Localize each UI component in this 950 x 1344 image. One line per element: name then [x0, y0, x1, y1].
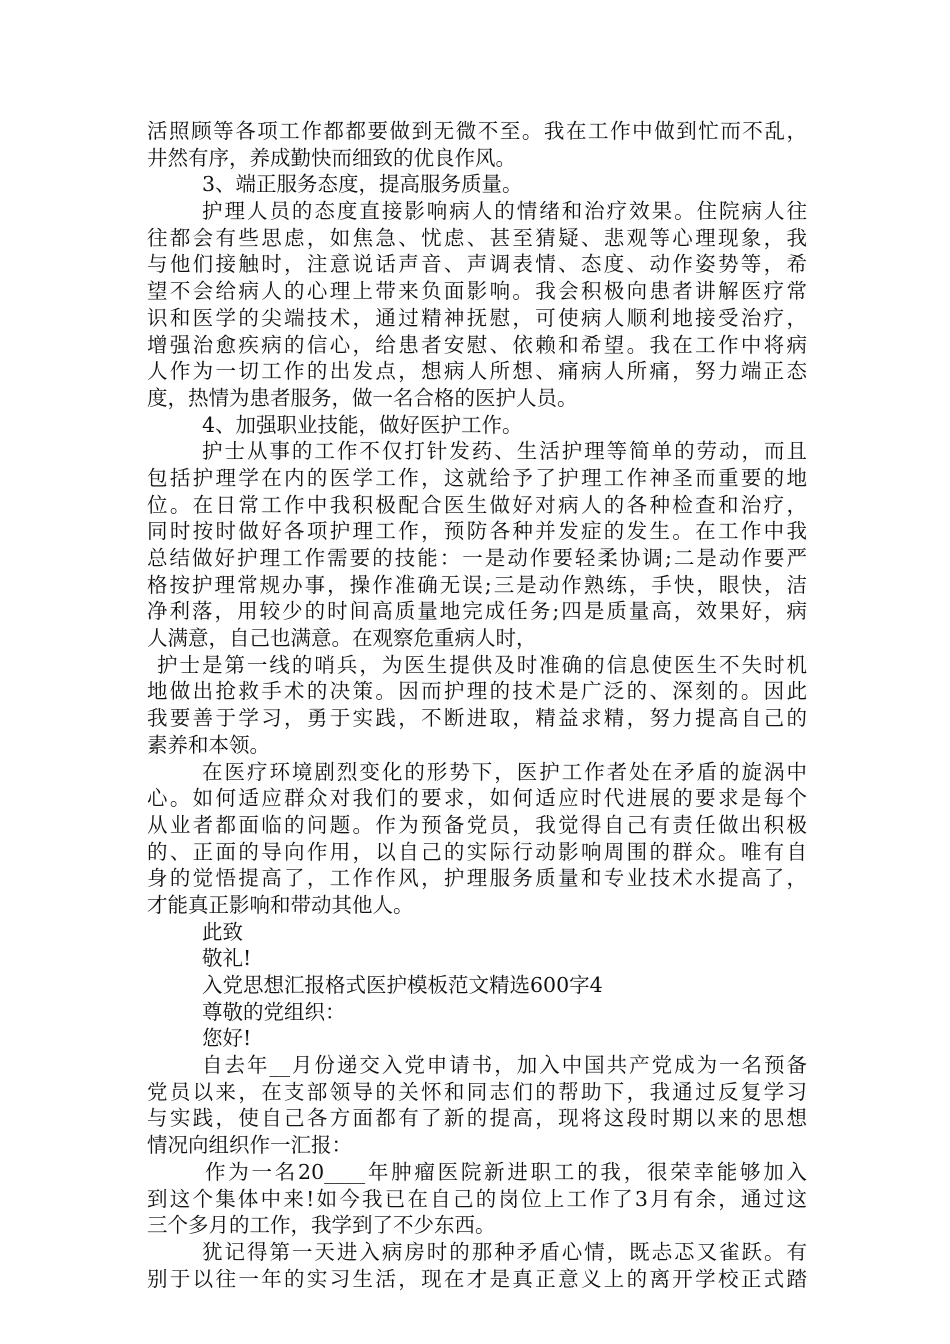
salutation: 尊敬的党组织： [202, 999, 346, 1024]
text-line: 度，热情为患者服务，做一名合格的医护人员。 [147, 385, 578, 410]
text-line: 的、正面的导向作用，以自己的实际行动影响周围的群众。唯有自 [147, 839, 807, 864]
text-line: 党员以来，在支部领导的关怀和同志们的帮助下，我通过反复学习 [147, 1079, 807, 1104]
text-line: 到这个集体中来!如今我已在自己的岗位上工作了3月有余，通过这 [147, 1186, 807, 1211]
text-line: 身的觉悟提高了，工作作风，护理服务质量和专业技术水提高了， [147, 866, 807, 891]
text-line: 自去年__月份递交入党申请书，加入中国共产党成为一名预备 [202, 1053, 807, 1078]
text-line: 心。如何适应群众对我们的要求，如何适应时代进展的要求是每个 [147, 786, 807, 811]
text-line: 与实践，使自己各方面都有了新的提高，现将这段时期以来的思想 [147, 1106, 807, 1131]
text-line: 增强治愈疾病的信心，给患者安慰、依赖和希望。我在工作中将病 [147, 332, 807, 357]
section-heading: 4、加强职业技能，做好医护工作。 [202, 412, 523, 437]
text-line: 活照顾等各项工作都都要做到无微不至。我在工作中做到忙而不乱， [147, 119, 807, 143]
text-line: 护士从事的工作不仅打针发药、生活护理等简单的劳动，而且 [202, 439, 807, 464]
closing-line: 此致 [202, 919, 243, 944]
greeting: 您好! [202, 1026, 252, 1051]
text-line: 位。在日常工作中我积极配合医生做好对病人的各种检查和治疗， [147, 492, 807, 517]
closing-line: 敬礼! [202, 946, 252, 971]
text-line: 净利落，用较少的时间高质量地完成任务;四是质量高，效果好，病 [147, 599, 807, 624]
text-line: 往都会有些思虑，如焦急、忧虑、甚至猜疑、悲观等心理现象，我 [147, 225, 807, 250]
section-heading: 3、端正服务态度，提高服务质量。 [202, 172, 523, 197]
text-line: 地做出抢救手术的决策。因而护理的技术是广泛的、深刻的。因此 [147, 679, 807, 704]
text-line: 才能真正影响和带动其他人。 [147, 892, 414, 917]
text-line: 识和医学的尖端技术，通过精神抚慰，可使病人顺利地接受治疗， [147, 305, 807, 330]
text-line: 包括护理学在内的医学工作，这就给予了护理工作神圣而重要的地 [147, 465, 807, 490]
text-line: 在医疗环境剧烈变化的形势下，医护工作者处在矛盾的旋涡中 [202, 759, 807, 784]
text-line: 作为一名20____年肿瘤医院新进职工的我，很荣幸能够加入 [205, 1159, 807, 1184]
text-line: 人满意，自己也满意。在观察危重病人时， [147, 626, 537, 651]
text-line: 望不会给病人的心理上带来负面影响。我会积极向患者讲解医疗常 [147, 279, 807, 304]
text-line: 三个多月的工作，我学到了不少东西。 [147, 1213, 496, 1238]
document-body [147, 118, 807, 1292]
text-line: 井然有序，养成勤快而细致的优良作风。 [147, 145, 516, 170]
text-line: 素养和本领。 [147, 732, 270, 757]
text-line: 从业者都面临的问题。作为预备党员，我觉得自己有责任做出积极 [147, 812, 807, 837]
text-line: 我要善于学习，勇于实践，不断进取，精益求精，努力提高自己的 [147, 706, 807, 731]
text-line: 犹记得第一天进入病房时的那种矛盾心情，既忐忑又雀跃。有 [202, 1239, 807, 1264]
text-line: 护理人员的态度直接影响病人的情绪和治疗效果。住院病人往 [202, 199, 807, 224]
text-line: 护士是第一线的哨兵，为医生提供及时准确的信息使医生不失时机 [157, 652, 807, 677]
text-line: 与他们接触时，注意说话声音、声调表情、态度、动作姿势等，希 [147, 252, 807, 277]
text-line: 别于以往一年的实习生活，现在才是真正意义上的离开学校正式踏 [147, 1266, 807, 1291]
article-title: 入党思想汇报格式医护模板范文精选600字4 [202, 973, 603, 997]
text-line: 同时按时做好各项护理工作，预防各种并发症的发生。在工作中我 [147, 519, 807, 544]
text-line: 人作为一切工作的出发点，想病人所想、痛病人所痛，努力端正态 [147, 359, 807, 384]
text-line: 总结做好护理工作需要的技能：一是动作要轻柔协调;二是动作要严 [147, 546, 807, 570]
text-line: 情况向组织作一汇报： [147, 1133, 352, 1158]
text-line: 格按护理常规办事，操作准确无误;三是动作熟练，手快，眼快，洁 [147, 572, 807, 597]
